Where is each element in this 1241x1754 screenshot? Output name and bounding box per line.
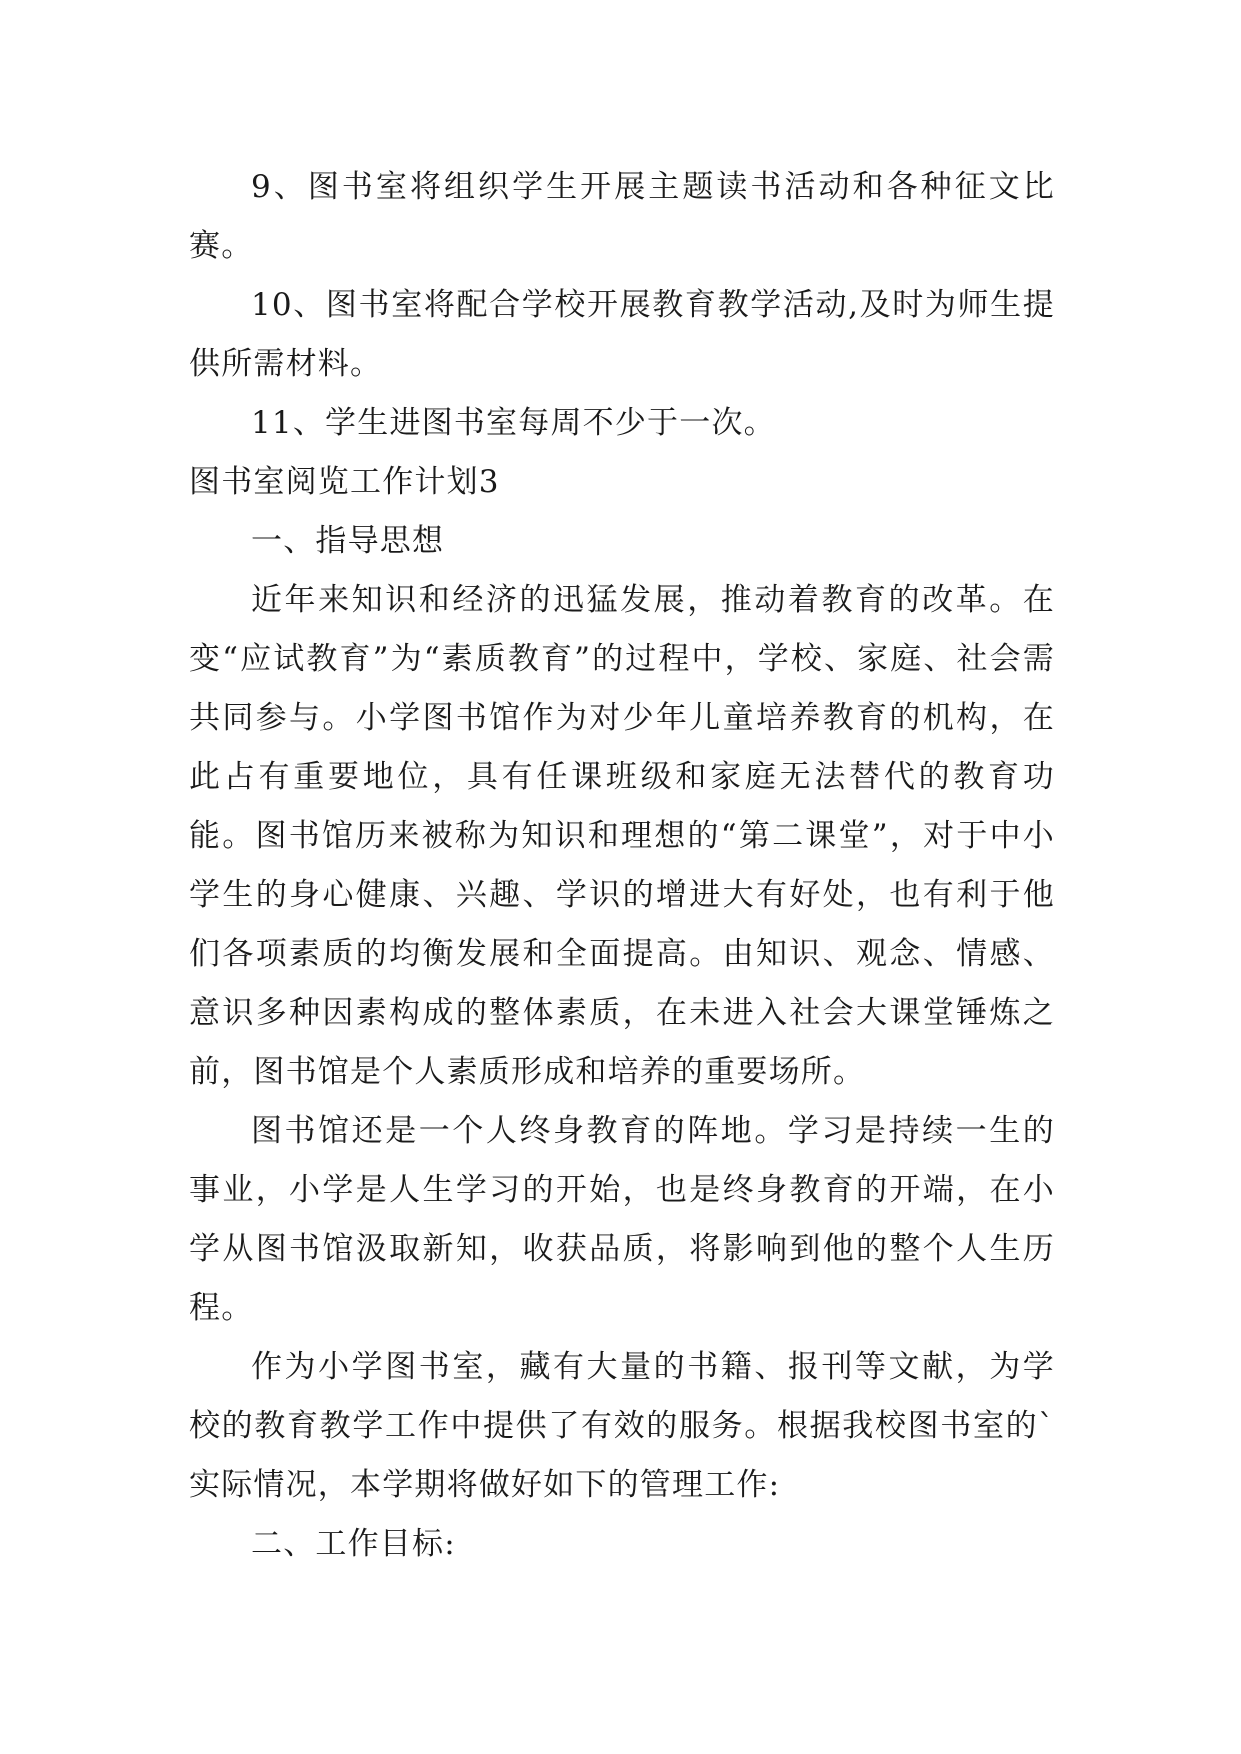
plan-title: 图书室阅览工作计划3 bbox=[189, 464, 500, 500]
document-body bbox=[189, 158, 1055, 1574]
paragraph-item-10: 10、图书室将配合学校开展教育教学活动,及时为师生提供所需材料。 bbox=[189, 287, 1055, 382]
paragraph-guiding-ideology-3: 作为小学图书室，藏有大量的书籍、报刊等文献，为学校的教育教学工作中提供了有效的服务。根据我校图书室的`实际情况，本学期将做好如下的管理工作: bbox=[189, 1349, 1055, 1503]
section-heading-work-goals: 二、工作目标: bbox=[251, 1526, 456, 1562]
paragraph-guiding-ideology-1: 近年来知识和经济的迅猛发展，推动着教育的改革。在变“应试教育”为“素质教育”的过程中，学校、家庭、社会需共同参与。小学图书馆作为对少年儿童培养教育的机构，在此占有重要地位，具有任课班级和家庭无法替代的教育功能。图书馆历来被称为知识和理想的“第二课堂”，对于中小学生的身心健康、兴趣、学识的增进大有好处，也有利于他们各项素质的均衡发展和全面提高。由知识、观念、情感、意识多种因素构成的整体素质，在未进入社会大课堂锤炼之前，图书馆是个人素质形成和培养的重要场所。 bbox=[189, 582, 1055, 1090]
paragraph-guiding-ideology-2: 图书馆还是一个人终身教育的阵地。学习是持续一生的事业，小学是人生学习的开始，也是终身教育的开端，在小学从图书馆汲取新知，收获品质，将影响到他的整个人生历程。 bbox=[189, 1113, 1055, 1326]
paragraph-item-11: 11、学生进图书室每周不少于一次。 bbox=[251, 405, 776, 441]
section-heading-guiding-ideology: 一、指导思想 bbox=[251, 523, 445, 559]
paragraph-item-9: 9、图书室将组织学生开展主题读书活动和各种征文比赛。 bbox=[189, 169, 1055, 264]
